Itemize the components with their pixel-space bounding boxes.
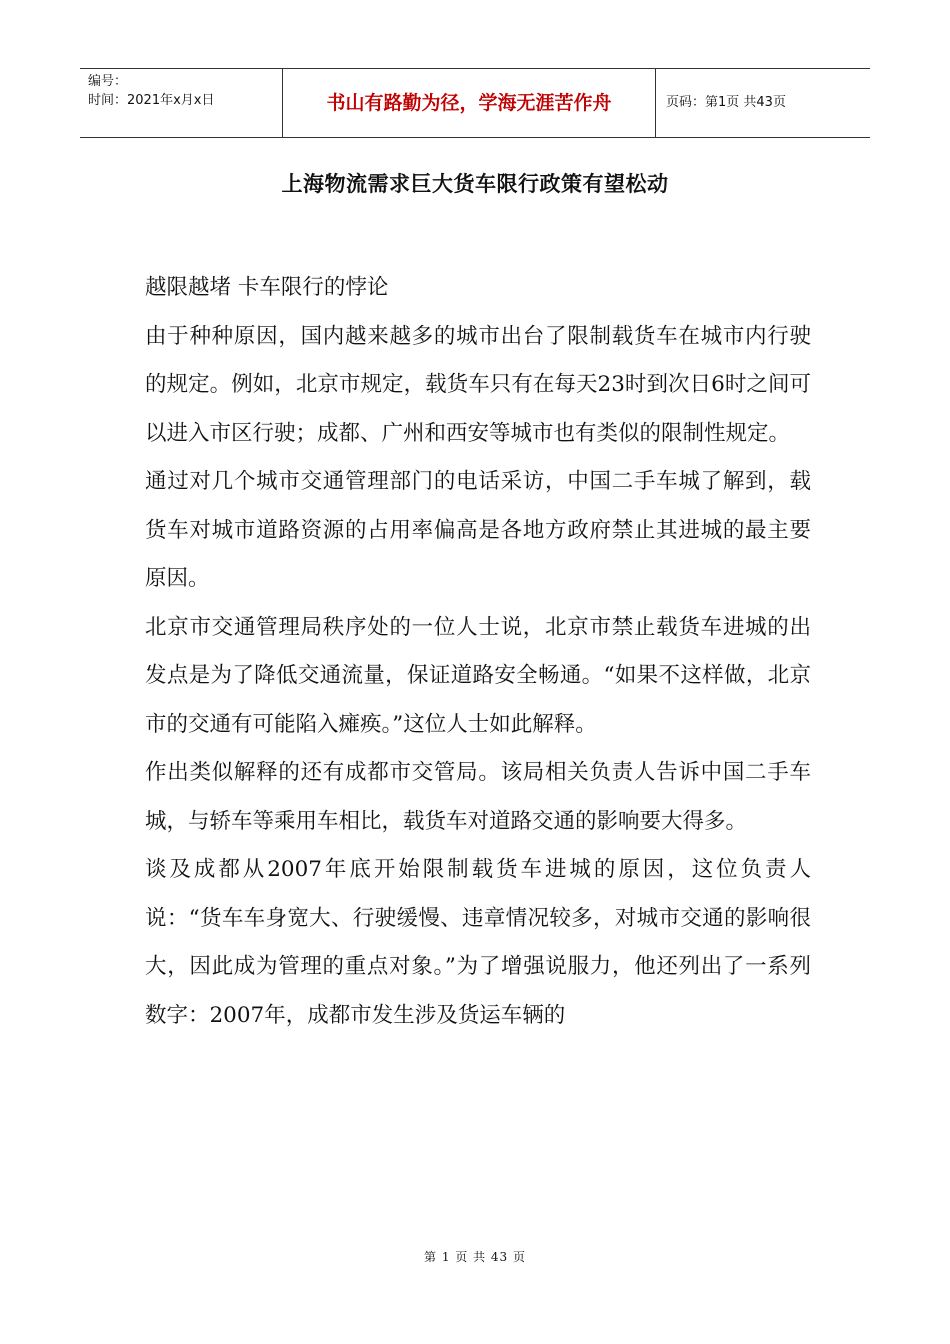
paragraph: 谈及成都从2007年底开始限制载货车进城的原因，这位负责人说：“货车车身宽大、行驶缓慢、违章情况较多，对城市交通的影响很大，因此成为管理的重点对象。”为了增强说服力，他还列出了一系列数字：2007年，成都市发生涉及货运车辆的 bbox=[145, 857, 811, 1028]
page-footer: 第 1 页 共 43 页 bbox=[424, 1250, 526, 1264]
header-page-info: 页码：第1页 共43页 bbox=[666, 95, 786, 110]
paragraph: 北京市交通管理局秩序处的一位人士说，北京市禁止载货车进城的出发点是为了降低交通流量，保证道路安全畅通。“如果不这样做，北京市的交通有可能陷入瘫痪。”这位人士如此解释。 bbox=[145, 614, 811, 737]
document-body bbox=[145, 264, 811, 1040]
document-title: 上海物流需求巨大货车限行政策有望松动 bbox=[281, 172, 669, 196]
document-header bbox=[80, 68, 870, 138]
paragraph: 由于种种原因，国内越来越多的城市出台了限制载货车在城市内行驶的规定。例如，北京市规定，载货车只有在每天23时到次日6时之间可以进入市区行驶；成都、广州和西安等城市也有类似的限制性规定。 bbox=[145, 323, 811, 446]
header-number-label: 编号： bbox=[88, 74, 128, 89]
header-motto: 书山有路勤为径，学海无涯苦作舟 bbox=[282, 69, 656, 137]
header-time-label: 时间：2021年x月x日 bbox=[88, 93, 215, 108]
paragraph-subheading: 越限越堵 卡车限行的悖论 bbox=[145, 275, 389, 300]
paragraph: 作出类似解释的还有成都市交管局。该局相关负责人告诉中国二手车城，与轿车等乘用车相比，载货车对道路交通的影响要大得多。 bbox=[145, 760, 811, 834]
header-meta bbox=[80, 69, 282, 137]
paragraph: 通过对几个城市交通管理部门的电话采访，中国二手车城了解到，载货车对城市道路资源的占用率偏高是各地方政府禁止其进城的最主要原因。 bbox=[145, 469, 811, 591]
